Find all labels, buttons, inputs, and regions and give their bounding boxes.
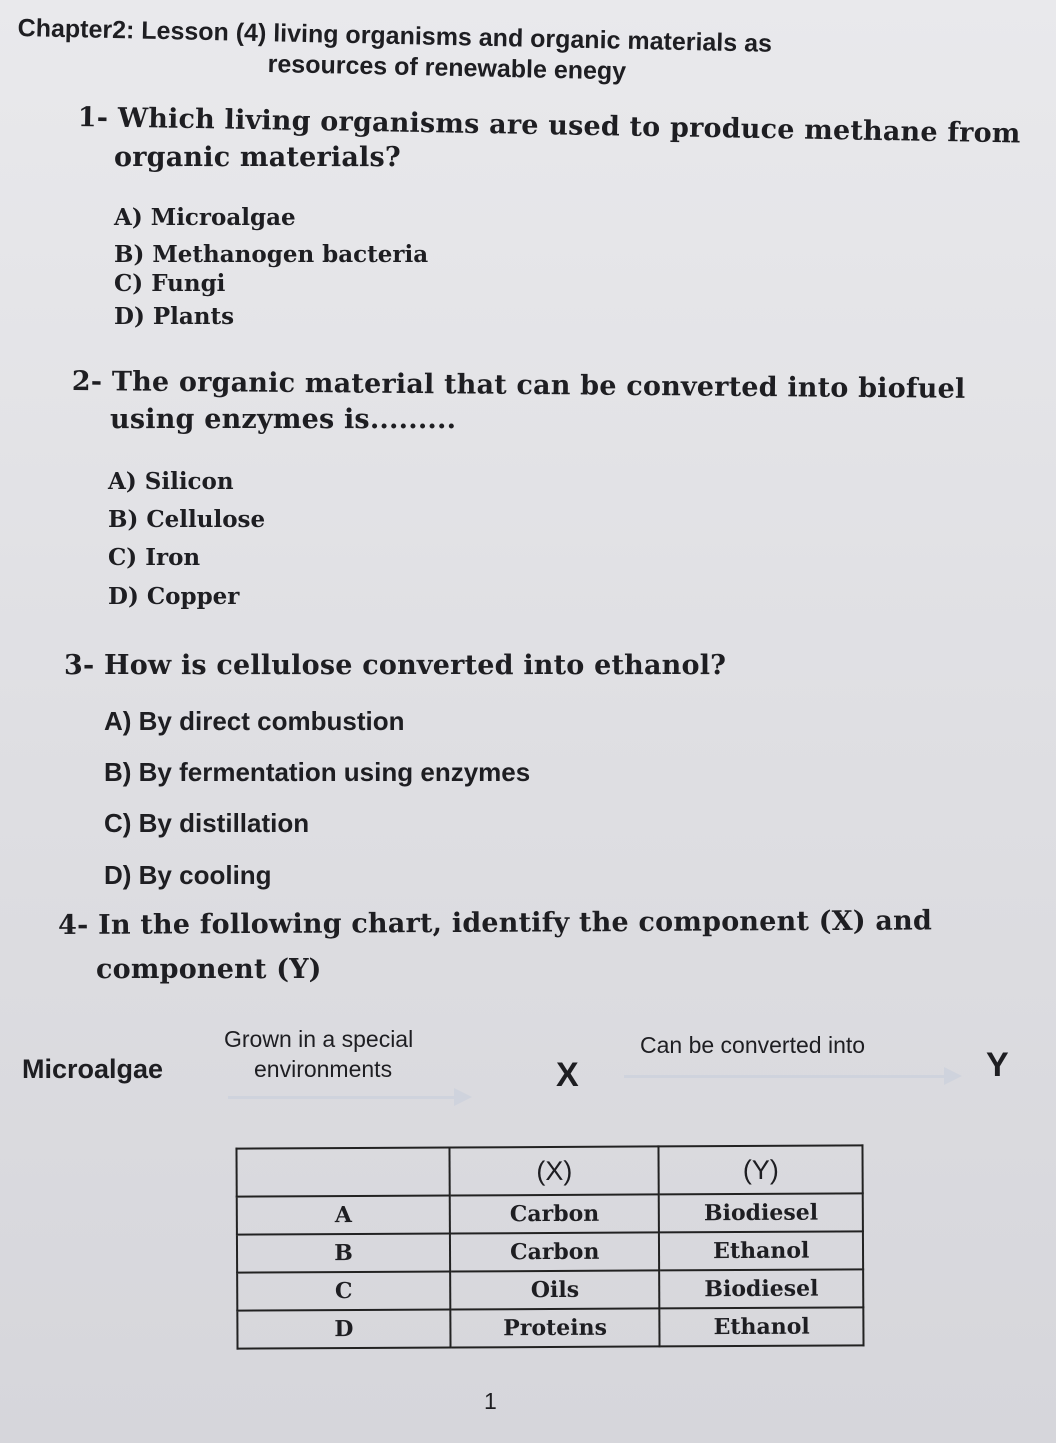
table-cell-x: Carbon [450, 1194, 660, 1233]
chart-start-microalgae: Microalgae [22, 1054, 164, 1084]
question-2-text: 2- The organic material that can be converted into biofuel [71, 366, 966, 405]
table-cell-choice: A [237, 1196, 450, 1235]
question-1-text-cont: organic materials? [114, 142, 401, 173]
question-3-option-a: A) By direct combustion [104, 706, 405, 736]
chart-arrow2-head [944, 1067, 962, 1085]
table-cell-y: Ethanol [660, 1307, 864, 1346]
chart-arrow2-label: Can be converted into [640, 1032, 866, 1058]
answer-table-header-x: (X) [449, 1146, 659, 1195]
question-2-option-d: D) Copper [108, 583, 240, 610]
chart-arrow2-line [624, 1075, 946, 1078]
table-cell-x: Carbon [450, 1232, 660, 1271]
answer-table-row-c [237, 1269, 863, 1310]
answer-table-row-d [237, 1307, 863, 1348]
table-cell-y: Biodiesel [659, 1193, 863, 1232]
question-2-option-c: C) Iron [108, 544, 201, 571]
question-2-option-b: B) Cellulose [108, 506, 266, 533]
table-cell-choice: D [237, 1310, 450, 1349]
chart-arrow1-head [454, 1088, 472, 1106]
chart-arrow1-label-cont: environments [254, 1056, 393, 1082]
question-2-text-cont: using enzymes is......... [110, 404, 457, 435]
page-title-line1: Chapter2: Lesson (4) living organisms and organic materials as [17, 14, 773, 58]
question-1-option-d: D) Plants [114, 303, 235, 330]
question-1-option-a: A) Microalgae [114, 204, 296, 231]
question-4-text: 4- In the following chart, identify the component (X) and [58, 905, 933, 941]
table-cell-y: Biodiesel [660, 1269, 864, 1308]
question-1-option-b: B) Methanogen bacteria [114, 241, 429, 268]
chart-arrow1-label: Grown in a special [224, 1026, 414, 1052]
answer-table-row-a [237, 1193, 863, 1234]
table-cell-x: Proteins [450, 1308, 660, 1347]
answer-table [235, 1144, 864, 1349]
question-2-option-a: A) Silicon [108, 468, 234, 495]
table-cell-x: Oils [450, 1270, 660, 1309]
question-3-option-c: C) By distillation [104, 808, 310, 838]
question-1-text: 1- Which living organisms are used to produce methane from [77, 102, 1021, 150]
answer-table-row-b [237, 1231, 863, 1272]
question-3-option-d: D) By cooling [104, 860, 272, 890]
question-4-text-cont: component (Y) [96, 954, 322, 985]
page-title-line2: resources of renewable enegy [267, 50, 627, 86]
table-cell-choice: B [237, 1234, 450, 1273]
answer-table-header-y: (Y) [659, 1145, 863, 1194]
chart-arrow1-line [228, 1096, 456, 1099]
chart-component-x: X [556, 1056, 579, 1094]
question-3-option-b: B) By fermentation using enzymes [104, 757, 531, 787]
table-cell-choice: C [237, 1272, 450, 1311]
page-number: 1 [484, 1388, 497, 1414]
answer-table-header-row [236, 1145, 862, 1196]
answer-table-header-blank [236, 1148, 449, 1197]
question-3-text: 3- How is cellulose converted into ethanol? [64, 650, 727, 681]
chart-component-y: Y [986, 1046, 1009, 1084]
question-1-option-c: C) Fungi [114, 270, 226, 297]
table-cell-y: Ethanol [659, 1231, 863, 1270]
